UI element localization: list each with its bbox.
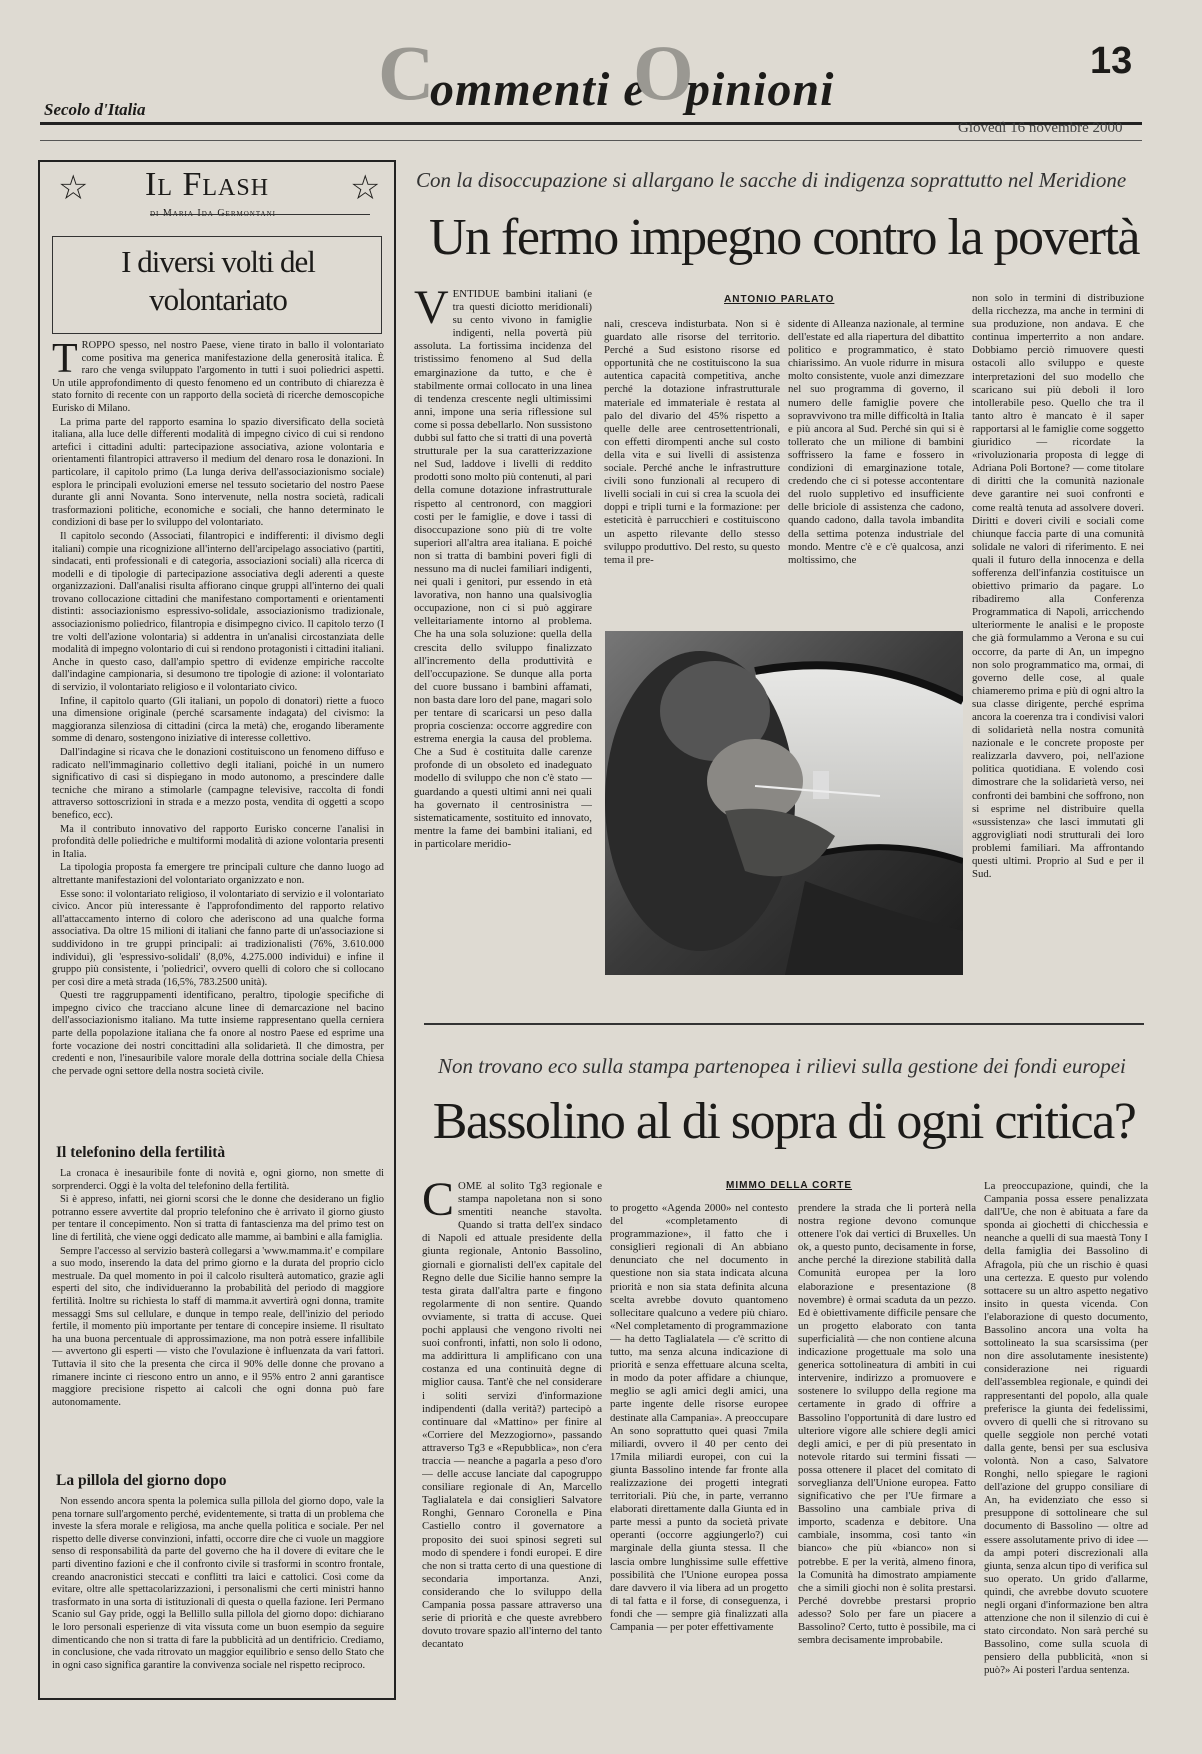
- sidebar-paragraph: Questi tre raggruppamenti identificano, peraltro, tipologie specifiche di impegno civico che tracciano alcune linee di demarcazione nel bacino dell'associazionismo italiano. Ma tutte insieme rappresentano quella cerniera parte della popolazione italiana che fa onore al nostro Paese ed esprime una forte vocazione dei nostri concittadini alla solidarietà. Il che dimostra, per credenti e non, l'inesauribile valore morale della dottrina sociale della Chiesa che pervade ogni settore della nostra società civile.: [52, 990, 384, 1077]
- article1-column-4: [972, 292, 1144, 982]
- sidebar-fertility-text: [52, 1168, 384, 1464]
- photo-illustration: [605, 631, 963, 975]
- article-photo: [605, 631, 963, 975]
- sidebar-paragraph: Ma il contributo innovativo del rapporto Eurisko concerne l'analisi in profondità delle poliedriche e multiformi modalità di azione volontaria presenti in Italia.: [52, 823, 384, 860]
- flash-header: [40, 162, 394, 220]
- article2-col1-text: OME al solito Tg3 regionale e stampa napoletana non si sono smentiti neanche stavolta. Quando si tratta dell'ex sindaco di Napoli ed attuale presidente della giunta regionale, Antonio Bassolino, giornali e giornalisti dell'ex capitale del Regno delle due Sicilie hanno sempre la testa girata dall'altra parte e fingono regolarmente di non sentire. Quando ovviamente, si tratta di accuse. Quei pochi applausi che vengono rivolti nei suoi confronti, infatti, non solo li odono, ma addirittura li amplificano con una costanza ed una continuità degne di miglior causa. Tant'è che nel considerare i soliti servizi d'informazione indipendenti (dalla verità?) partecipò a continuare dal «Mattino» per finire al «Corriere del Mezzogiorno», passando attraverso Tg3 e «Repubblica», non c'era traccia — neanche a pagarla a peso d'oro — delle accuse lanciate dal capogruppo consiliare regionale di An, Marcello Taglialatela e dai consiglieri Salvatore Ronghi, Gennaro Coronella e Pina Castiello contro il governatore a proposito dei suoi spinosi segreti sul modo di spendere i fondi europei. E dire che non si tratta certo di una questione di secondaria importanza. Anzi, considerando che lo sviluppo della Campania possa passare attraverso una serie di priorità e che queste avrebbero dovuto trovare spazio all'interno del tanto decantato: [422, 1180, 602, 1651]
- article2-headline: Bassolino al di sopra di ogni critica?: [432, 1093, 1136, 1150]
- sidebar-subhead-pill: La pillola del giorno dopo: [56, 1472, 227, 1489]
- article2-column-1: [422, 1180, 602, 1708]
- sidebar-subhead-fertility: Il telefonino della fertilità: [56, 1144, 226, 1161]
- masthead-rule-thin: [40, 140, 1142, 141]
- article1-headline: Un fermo impegno contro la povertà: [429, 209, 1139, 266]
- article2-col2-text: to progetto «Agenda 2000» nel contesto del «completamento di programmazione», il fatto che i consiglieri regionali di An abbiano denunciato che nel documento in questione non sia stata indicata alcuna priorità e non sia stata definita alcuna scelta avrebbe dovuto quantomeno sollecitare qualcuno a vedere più chiaro. «Nel completamento di programmazione — ha detto Taglialatela — c'è scritto di tutto, ma senza alcuna indicazione di priorità e senza effettuare alcuna scelta, in modo da poter affidare a chiunque, meglio se agli amici degli amici, una parte ingente delle risorse europee destinate alla Campania». A preoccupare An sono soprattutto quei quasi 7mila miliardi, ovvero il 40 per cento dei 17mila miliardi europei, con cui la giunta Bassolino intende far fronte alla realizzazione dei progetti integrati territoriali. Più che, in parte, verranno elaborati direttamente dalla Giunta ed in parte messi a punto da società private operanti (occorre aggiungerlo?) cui marginale della giunta stessa. Il che lascia ombre lunghissime sulle effettive possibilità che l'Unione europea possa dare davvero il via libera ad un progetto di tal fatta e il forse, di conseguenza, i fondi che — sempre già finalizzati alla Campania — per poter effettivamente: [610, 1202, 788, 1633]
- sidebar-paragraph: La prima parte del rapporto esamina lo spazio diversificato della società italiana, alla luce delle differenti modalità di impegno civico di cui si rendono artefici i cittadini adulti: partecipazione associativa, azione volontaria e orientamenti filantropici attraverso il medium del denaro rosa le donazioni. In particolare, il capitolo primo (La lunga deriva dell'associazionismo sociale) esplora le principali evoluzioni emerse nel tessuto societario del nostro Paese durante gli anni Novanta. Sono intervenute, nella nostra società, radicali trasformazioni politiche, economiche e sociali, che hanno determinato le condizioni di base per lo sviluppo del volontariato.: [52, 416, 384, 529]
- sidebar-dropcap: T: [52, 340, 78, 382]
- sidebar-paragraph: Il capitolo secondo (Associati, filantropici e indifferenti: il divismo degli italiani) compie una ricognizione all'interno dell'arcipelago associativo (partiti, sindacati, enti professionali e di categoria, associazioni sociali) alla ricerca di modelli e di tipologie di partecipazione associativa degli aderenti a queste organizzazioni. Dall'analisi risulta affiorano cinque gruppi all'interno dei quali trovano collocazione cittadini che manifestano comportamenti e orientamenti distinti: associazionismo espressivo-solidale, associazionismo tradizionale, associazionismo poliedrico, filantropia e disimpegno civico. Il capitolo terzo (I tre volti dell'azione volontaria) si addentra in un'analisi circostanziata delle modalità di impegno volontario di cui si rendono protagonisti i cittadini italiani. Anche in questo caso, dall'ampio spettro di evidenze empiriche raccolte dall'indagine campionaria, si desumono tre tipologie di azione: il volontariato di servizio, il volontariato religioso e il volontariato civico.: [52, 530, 384, 694]
- sidebar-paragraph: ROPPO spesso, nel nostro Paese, viene tirato in ballo il volontariato come positiva ma generica manifestazione della generosità italica. È raro che venga sviluppato l'argomento in tutti i suoi poliedrici aspetti. Un utile approfondimento di questo fenomeno ed un contributo di chiarezza è stato fornito di recente con un rapporto della società di ricerche demoscopiche Eurisko di Milano.: [52, 340, 384, 414]
- sidebar-main-text: [52, 340, 384, 1136]
- article1-col1-text: ENTIDUE bambini italiani (e tra questi diciotto meridionali) su cento vivono in famiglie indigenti, nella povertà più assoluta. La fortissima incidenza del tristissimo fenomeno al Sud della emarginazione da tutto, e che è stabilmente ormai collocato in una linea di tendenza crescente negli ultimissimi anni, impone una seria riflessione sul come si possa debellarlo. Non sussistono dubbi sul fatto che si tratti di una povertà strutturale per la sua caratterizzazione nel Sud, laddove i livelli di reddito prodotti sono molto più contenuti, al pari della comune dotazione infrastrutturale rispetto al centronord, con maggiori costi per le famiglie, e dove i tassi di disoccupazione sono più di tre volte superiori all'altra area italiana. E poiché non si tratta di bambini poveri figli di nessuno ma di nuclei familiari indigenti, nei quali i genitori, pur essendo in età lavorativa, non hanno una qualsivoglia occupazione, non ci si può aggirare velleitariamente intorno al problema. Che ha una sola soluzione: quella della crescita dello sviluppo finalizzato all'incremento della produttività e dell'occupazione. Se dunque alla porta del cuore bussano i bambini affamati, non basta dare loro del pane, magari solo per tentare di scaricarsi un peso dalla propria coscienza: occorre aggredire con estrema energia la causa del problema. Che a Sud è costituita dalle carenze profonde di un obsoleto ed inadeguato modello di sviluppo che non c'è stato — guardando a questi ultimi anni nei quali ha governato il centrosinistra — sistematicamente, sostituito ed innovato, mentre la fame dei bambini italiani, ed in particolare meridio-: [414, 288, 592, 850]
- section-word-commenti: ommenti e: [430, 63, 646, 116]
- article1-col4-text: non solo in termini di distribuzione della ricchezza, ma anche in termini di sua produzione, non andava. E che continua imperterrito a non andare. Dobbiamo perciò rimuovere questi ostacoli allo sviluppo e queste interpretazioni del suo modello che scaricano sui più deboli il loro intollerabile peso. Quello che tra il tanto altro è mancato è il saper rapportarsi al le famiglie come soggetto giuridico — ricordate la «rivoluzionaria proposta di legge di Adriana Poli Bortone? — come titolare di diritti che la comunità nazionale deve garantire nei suoi confronti e come realtà tenuta ad assolvere doveri. Diritti e doveri civili e sociali come chiunque faccia parte di una comunità solidale ne valori di riferimento. E nei quali il futuro della innocenza e della sofferenza dell'infanzia costituisce un obiettivo primario da pagare. Lo ribadiremo alla Conferenza Programmatica di Napoli, arricchendo ulteriormente le analisi e le proposte che già formulammo a Verona e su cui occorre, da parte di An, un impegno non solo programmatico ma, ormai, di governo delle cose, al quale chiameremo prima e più di ogni altro la sua classe dirigente, perché esprima ancora la coerenza tra i condivisi valori di solidarietà nella nostra comunità nazionale e le concrete proposte per realizzarla davvero, poi, nell'azione politica quotidiana. E volendo così dimostrare che la solidarietà verso, nei confronti dei bambini che soffrono, non si esprime nel distribuire quella «sussistenza» che lasci immutati gli aggrovigliati nodi strutturali dei loro problemi familiari. Ma affrontando questi ultimi. Proprio al Sud e per il Sud.: [972, 292, 1144, 881]
- article1-kicker: Con la disoccupazione si allargano le sacche di indigenza soprattutto nel Meridione: [416, 168, 1127, 192]
- article1-column-2: [604, 318, 780, 614]
- article2-kicker: Non trovano eco sulla stampa partenopea i rilievi sulla gestione dei fondi europei: [438, 1054, 1126, 1078]
- sidebar-headline: I diversi volti del volontariato: [121, 244, 315, 317]
- article1-column-1: [414, 288, 592, 954]
- star-icon: ☆: [58, 170, 89, 207]
- section-title: [378, 29, 835, 120]
- article1-col3-text: sidente di Alleanza nazionale, al termine dell'estate ed alla riapertura del dibattito politico e programmatico, è stato chiarissimo. An vuole ridurre in misura molto consistente, vuole anzi dimezzare nel suo programma di governo, il numero delle famiglie povere che sopravvivono tra mille difficoltà in Italia e più ancora al Sud. Perché sin qui si è tollerato che un milione di bambini soffrissero la fame e fossero in condizioni di emarginazione totale, credendo che ci si potesse accontentare del ruolo suppletivo ed insufficiente delle briciole di assistenza che cadono, quando cadono, dalla tavola imbandita della settima potenza industriale del mondo. Mentre c'è e c'è qualcosa, anzi moltissimo, che: [788, 318, 964, 566]
- section-initial-c: C: [378, 29, 435, 116]
- byline-rule: [150, 214, 370, 215]
- article1-dropcap: V: [414, 288, 449, 334]
- article2-column-4: [984, 1180, 1148, 1708]
- article-divider: [424, 1023, 1144, 1025]
- article2-col4-text: La preoccupazione, quindi, che la Campania possa essere penalizzata dall'Ue, che non è abituata a fare da sponda ai giochetti di chicchessia e neanche a quelli di sua maestà Tony I della famiglia dei Bassolino di Afragola, più che un rischio è quasi una certezza. E questo pur volendo sottacere su un altro aspetto negativo insito in questa vicenda. Con l'elaborazione di questo documento, Bassolino ancora una volta ha sottolineato la sua scarsissima (per non dire assolutamente inesistente) considerazione nei riguardi dell'assemblea regionale, e quindi dei rappresentanti del popolo, alla quale preferisce la giunta dei fedelissimi, ovvero di quelli che si ritrovano su quelle seggiole non perché votati dalla gente, bensì per sua esclusiva volontà. Non a caso, Salvatore Ronghi, nello spiegare le ragioni dell'azione del gruppo consiliare di An, ha evidenziato che esso si presuppone di sottolineare che sul documento di Bassolino — oltre ad essere assolutamente privo di idee — da ampi poteri discrezionali alla giunta, senza alcun tipo di verifica sul suo operato. Un grido d'allarme, quindi, che avrebbe dovuto scuotere negli organi d'informazione ben altra attenzione che non il silenzio di cui è stato circondato. Non sarà perché su Bassolino, come sulla scuola di pensiero della pubblicità, «non si può?» Ai posteri l'ardua sentenza.: [984, 1180, 1148, 1677]
- sidebar-paragraph: La tipologia proposta fa emergere tre principali culture che danno luogo ad altrettante manifestazioni del volontariato organizzato e non.: [52, 862, 384, 886]
- article2-column-3: [798, 1202, 976, 1708]
- article2-column-2: [610, 1202, 788, 1708]
- sidebar-paragraph: Non essendo ancora spenta la polemica sulla pillola del giorno dopo, vale la pena tornare sull'argomento perché, evidentemente, si tratta di un problema che investe la sfera morale e religiosa, ma anche quella politica e sociale. Per nel rispetto delle diverse convinzioni, infatti, occorre dire che ci vuole un maggiore senso di responsabilità da parte del governo che ha il dovere di evitare che le parti diventino fazioni e che il confronto civile si trasformi in scontro frontale, creando anacronistici steccati e conflitti tra laici e cattolici. Così come da evitare, oltre alle spettacolarizzazioni, i personalismi che certi ministri hanno trasformato in una sorta di istituzionali di questa o quella fazione. Ieri Permano Scanio sul Gay pride, oggi la Bellillo sulla pillola del giorno dopo: dichiarano le loro personali esperienze di vita vissuta come un buon esempio da seguire dimenticando che non si tratta di fare la pubblicità ad un dentifricio. Crediamo, in conclusione, che vada ritrovato un maggior equilibrio e senso dello Stato che in ogni caso significa garantire la convivenza sociale nel rispetto reciproco.: [52, 1496, 384, 1671]
- section-word-opinioni: pinioni: [686, 63, 835, 116]
- sidebar-pill-text: [52, 1496, 384, 1692]
- sidebar-paragraph: Dall'indagine si ricava che le donazioni costituiscono un fenomeno diffuso e radicato nell'immaginario collettivo degli italiani, poiché in un numero significativo di casi si dispiegano in modo autonomo, a prescindere dalle tecniche che mirano a stimolarle (campagne televisive, raccolta di fondi attraverso sottoscrizioni in strada e a mezzo posta, vendita di oggetti a scopo benefico, ecc).: [52, 747, 384, 821]
- sidebar-paragraph: Si è appreso, infatti, nei giorni scorsi che le donne che desiderano un figlio potranno essere avvertite dal proprio telefonino che è arrivato il giorno giusto per tentare il concepimento. Non si tratta di fantascienza ma del primo test on line di fertilità, che viene oggi dedicato alle mamme, ai bambini e alla famiglia.: [52, 1194, 384, 1243]
- sidebar-headline-box: [52, 236, 382, 334]
- sidebar-paragraph: Infine, il capitolo quarto (Gli italiani, un popolo di donatori) riette a fuoco una dimensione originale (perché scarsamente indagata) del civismo: la maggioranza silenziosa di cittadini (circa la metà) che, erogando liberamente somme di denaro, sostengono iniziative di interesse collettivo.: [52, 695, 384, 745]
- newspaper-name: Secolo d'Italia: [44, 100, 146, 119]
- article1-col2-text: nali, cresceva indisturbata. Non si è guardato alle risorse del territorio. Perché a Sud esistono risorse ed opportunità che ne costituiscono la sua autentica capacità competitiva, anche perché la dotazione infrastrutturale materiale ed immateriale è restata al palo del divario del 45% rispetto a quelle delle aree centrosettentrionali, con effetti dirompenti anche sul costo della vita e sui livelli di assistenza sociale. Perché anche le infrastrutture civili sono funzionali al recupero di livelli sociali in cui si crea la scuola dei doppi e tripli turni e la formazione: per esteticità è parrucchieri e costituiscono un aspetto rilevante dello stesso sviluppo produttivo. Del resto, su questo tema il pre-: [604, 318, 780, 566]
- sidebar-paragraph: La cronaca è inesauribile fonte di novità e, ogni giorno, non smette di sorprenderci. Oggi è la volta del telefonino della fertilità.: [52, 1168, 384, 1192]
- article2-dropcap: C: [422, 1180, 455, 1226]
- star-icon: ☆: [350, 170, 381, 207]
- section-initial-o: O: [633, 29, 694, 116]
- article2-col3-text: prendere la strada che li porterà nella nostra regione devono comunque ottenere l'ok dai vertici di Bruxelles. Un ok, a questo punto, decisamente in forse, anche perché la direzione stabilità dalla Comunità europea per la loro elaborazione e presentazione (8 novembre) è ormai scaduta da un pezzo. Ed è obiettivamente difficile pensare che un progetto elaborato con tanta superficialità — che non contiene alcuna indicazione progettuale ma solo una generica sottolineatura di ambiti in cui intervenire, indirizzo a promuovere e sostenere lo sviluppo della regione ma certamente in grado di offrire a Bassolino l'opportunità di dare lustro ed ulteriore vigore alle schiere degli amici degli amici, e per di più presentato in notevole ritardo sui termini fissati — possa ottenere il placet del comitato di sorveglianza dell'Unione europea. Fatto significativo che per l'Ue firmare a Bassolino una cambiale priva di importo, scadenza e debitore. Una cambiale, insomma, così tanto «in bianco» che più «bianco» non si potrebbe. E per la verità, almeno finora, la Comunità ha dimostrato ampiamente che a simili giochi non è solita prestarsi. Perché dovrebbe prestarsi proprio adesso? Solo per fare un piacere a Bassolino? Certo, tutto è possibile, ma ci sembra decisamente improbabile.: [798, 1202, 976, 1647]
- issue-date: Giovedì 16 novembre 2000: [958, 120, 1123, 136]
- column-title: Il Flash: [145, 166, 270, 203]
- sidebar-paragraph: Esse sono: il volontariato religioso, il volontariato di servizio e il volontariato civico. Ancor più interessante è l'approfondimento del rapporto relativo all'attaccamento interno di coloro che aderiscono ad una qualche forma associativa. Da oltre 15 milioni di italiani che fanno parte di un'associazione si suddividono in tre gruppi principali: ai tradizionalisti (76%, 3.610.000 individui), gli 'espressivo-solidali' (8,0%, 4.275.000 individui) e infine il gruppo più consistente, i 'poliedrici', ovvero quelli di coloro che si collocano per così dire a metà strada (16,5%, 783.2500 unità).: [52, 888, 384, 988]
- article1-byline: ANTONIO PARLATO: [724, 294, 835, 305]
- page-number: 13: [1090, 40, 1133, 82]
- sidebar-paragraph: Sempre l'accesso al servizio basterà collegarsi a 'www.mamma.it' e compilare a suo modo, inserendo la data del primo giorno e la durata del proprio ciclo mestruale. Da quel momento in poi il calcolo risulterà automatico, grazie agli esperti del sito, che individueranno la probabilità del periodo di maggiore fertilità. Inoltre su richiesta lo staff di mamma.it avvertirà ogni donna, tramite messaggi Sms sul cellulare, e dunque in tempo reale, dell'inizio del periodo fertile, il momento più importante per tentare di concepire insieme. Il risultato ha una buona percentuale di approssimazione, ma non potrà essere infallibile — avvertono gli esperti — visto che l'ovulazione è influenzata da vari fattori. Tuttavia il sito che la presenta che circa il 90% delle donne che provano a rimanere incinte ci riescono entro un anno, e il 95% entro 2 anni garantisce maggiore precisione rispetto ai calcoli che ogni donna può fare autonomamente.: [52, 1245, 384, 1408]
- article2-byline: MIMMO DELLA CORTE: [726, 1180, 853, 1191]
- article1-column-3: [788, 318, 964, 614]
